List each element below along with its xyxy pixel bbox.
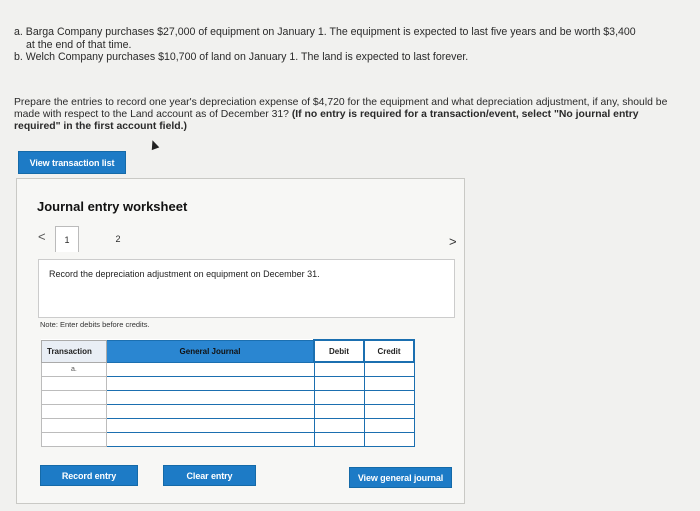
credit-header: Credit <box>364 340 414 362</box>
debit-field[interactable] <box>314 362 364 377</box>
transaction-cell <box>42 433 107 447</box>
transaction-cell <box>42 419 107 433</box>
debit-field[interactable] <box>314 433 364 447</box>
tab-1[interactable]: 1 <box>55 226 79 252</box>
transaction-cell: a. <box>42 362 107 377</box>
entry-instruction: Record the depreciation adjustment on equipment on December 31. <box>49 269 320 279</box>
general-journal-header: General Journal <box>107 340 315 362</box>
previous-arrow-icon[interactable]: < <box>38 229 46 244</box>
account-field[interactable] <box>107 419 315 433</box>
view-general-journal-button[interactable]: View general journal <box>349 467 452 488</box>
credit-field[interactable] <box>364 362 414 377</box>
credit-field[interactable] <box>364 419 414 433</box>
entry-instruction-box <box>38 259 455 318</box>
instructions-bold: (If no entry is required for a transaction/event, select "No journal entry required" in the first account field.) <box>14 109 639 132</box>
worksheet-title: Journal entry worksheet <box>37 199 188 214</box>
debit-field[interactable] <box>314 405 364 419</box>
clear-entry-button[interactable]: Clear entry <box>163 465 256 486</box>
debit-field[interactable] <box>314 419 364 433</box>
debit-field[interactable] <box>314 391 364 405</box>
journal-table <box>41 339 415 447</box>
tab-2[interactable]: 2 <box>115 234 121 244</box>
table-row <box>42 391 415 405</box>
account-field[interactable] <box>107 377 315 391</box>
debit-field[interactable] <box>314 377 364 391</box>
transaction-cell <box>42 377 107 391</box>
record-entry-button[interactable]: Record entry <box>40 465 138 486</box>
account-field[interactable] <box>107 362 315 377</box>
credit-field[interactable] <box>364 391 414 405</box>
journal-entry-worksheet <box>16 178 465 504</box>
table-row <box>42 419 415 433</box>
instructions-text: Prepare the entries to record one year's depreciation expense of $4,720 for the equipment and what depreciation adjustment, if any, should be made with respect to the Land account as of December 31? <box>14 97 668 120</box>
note-text: Note: Enter debits before credits. <box>40 320 150 329</box>
table-row <box>42 377 415 391</box>
credit-field[interactable] <box>364 377 414 391</box>
instructions <box>14 97 686 133</box>
table-row <box>42 433 415 447</box>
table-row <box>42 362 415 377</box>
problem-statement <box>14 26 686 64</box>
transaction-cell <box>42 405 107 419</box>
transaction-cell <box>42 391 107 405</box>
problem-b-line: b. Welch Company purchases $10,700 of land on January 1. The land is expected to last forever. <box>14 51 469 63</box>
credit-field[interactable] <box>364 433 414 447</box>
credit-field[interactable] <box>364 405 414 419</box>
account-field[interactable] <box>107 391 315 405</box>
view-transaction-list-button[interactable]: View transaction list <box>18 151 126 174</box>
problem-a-line2: at the end of that time. <box>26 38 132 51</box>
problem-a-line1: a. Barga Company purchases $27,000 of equipment on January 1. The equipment is expected to last five years and be worth $3,400 <box>14 26 636 38</box>
account-field[interactable] <box>107 433 315 447</box>
mouse-cursor-icon <box>149 139 160 150</box>
next-arrow-icon[interactable]: > <box>449 234 457 249</box>
transaction-header: Transaction <box>42 340 107 362</box>
account-field[interactable] <box>107 405 315 419</box>
table-row <box>42 405 415 419</box>
debit-header: Debit <box>314 340 364 362</box>
